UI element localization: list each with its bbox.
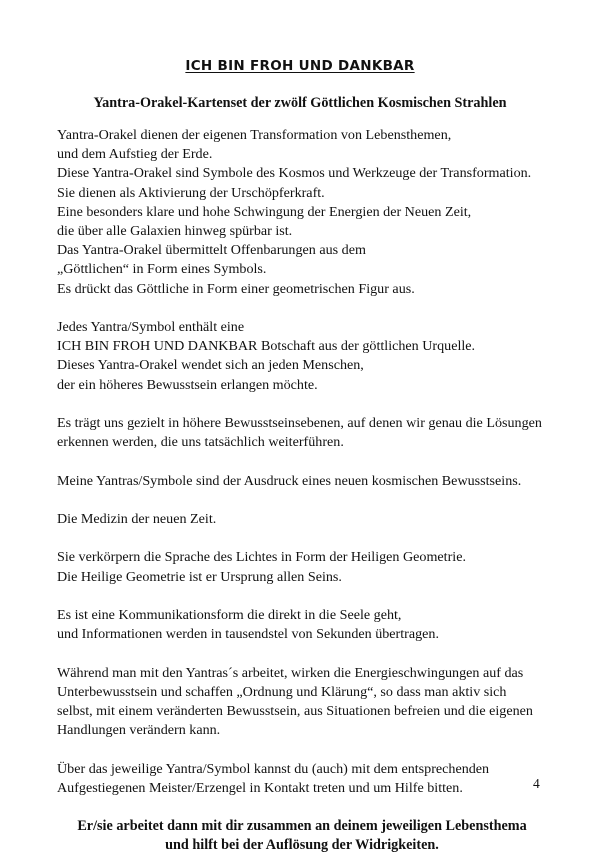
text-line: Es drückt das Göttliche in Form einer geometrischen Figur aus. <box>57 280 415 297</box>
text-line: ICH BIN FROH UND DANKBAR Botschaft aus der göttlichen Urquelle. <box>57 338 476 355</box>
text-line: Meine Yantras/Symbole sind der Ausdruck eines neuen kosmischen Bewusstseins. <box>57 472 522 489</box>
paragraph <box>57 318 547 395</box>
text-line: Handlungen verändern kann. <box>57 722 221 739</box>
text-line: Sie verkörpern die Sprache des Lichtes in Form der Heiligen Geometrie. <box>57 549 466 566</box>
page-title: ICH BIN FROH UND DANKBAR <box>185 58 415 74</box>
text-line: Die Medizin der neuen Zeit. <box>57 511 217 527</box>
text-line: die über alle Galaxien hinweg spürbar ist. <box>57 223 293 240</box>
paragraph <box>57 510 547 529</box>
text-line: Jedes Yantra/Symbol enthält eine <box>57 319 245 336</box>
paragraph <box>57 606 547 644</box>
page-subtitle: Yantra-Orakel-Kartenset der zwölf Göttlichen Kosmischen Strahlen <box>93 95 507 111</box>
text-line: Sie dienen als Aktivierung der Urschöpferkraft. <box>57 184 325 201</box>
paragraph <box>57 760 547 798</box>
paragraph <box>57 414 547 452</box>
closing-line: Er/sie arbeitet dann mit dir zusammen an deinem jeweiligen Lebensthema <box>77 818 527 835</box>
body-text <box>57 126 547 856</box>
text-line: Es ist eine Kommunikationsform die direkt in die Seele geht, <box>57 606 402 623</box>
text-line: Unterbewusstsein und schaffen „Ordnung und Klärung“, so dass man aktiv sich <box>57 683 507 700</box>
text-line: Diese Yantra-Orakel sind Symbole des Kosmos und Werkzeuge der Transformation. <box>57 165 532 182</box>
text-line: Dieses Yantra-Orakel wendet sich an jeden Menschen, <box>57 357 364 374</box>
text-line: Das Yantra-Orakel übermittelt Offenbarungen aus dem <box>57 242 366 259</box>
text-line: und Informationen werden in tausendstel von Sekunden übertragen. <box>57 626 439 643</box>
text-line: selbst, mit einem veränderten Bewusstsein, aus Situationen befreien und die eigenen <box>57 702 533 719</box>
paragraph <box>57 548 547 586</box>
text-line: erkennen werden, die uns tatsächlich weiterführen. <box>57 434 344 451</box>
text-line: Während man mit den Yantras´s arbeitet, wirken die Energieschwingungen auf das <box>57 664 524 681</box>
text-line: der ein höheres Bewusstsein erlangen möchte. <box>57 376 318 393</box>
closing-statement <box>57 817 547 855</box>
text-line: Es trägt uns gezielt in höhere Bewusstseinsebenen, auf denen wir genau die Lösungen <box>57 415 542 432</box>
text-line: Die Heilige Geometrie ist er Ursprung allen Seins. <box>57 568 342 585</box>
paragraph <box>57 126 547 299</box>
text-line: und dem Aufstieg der Erde. <box>57 146 213 163</box>
text-line: Über das jeweilige Yantra/Symbol kannst du (auch) mit dem entsprechenden <box>57 760 490 777</box>
text-line: Yantra-Orakel dienen der eigenen Transformation von Lebensthemen, <box>57 127 452 143</box>
page-number: 4 <box>533 776 540 791</box>
text-line: Aufgestiegenen Meister/Erzengel in Kontakt treten und um Hilfe bitten. <box>57 779 463 796</box>
closing-line: und hilft bei der Auflösung der Widrigkeiten. <box>165 837 439 854</box>
paragraph <box>57 472 547 491</box>
paragraph <box>57 664 547 741</box>
text-line: „Göttlichen“ in Form eines Symbols. <box>57 261 267 278</box>
text-line: Eine besonders klare und hohe Schwingung der Energien der Neuen Zeit, <box>57 203 472 220</box>
